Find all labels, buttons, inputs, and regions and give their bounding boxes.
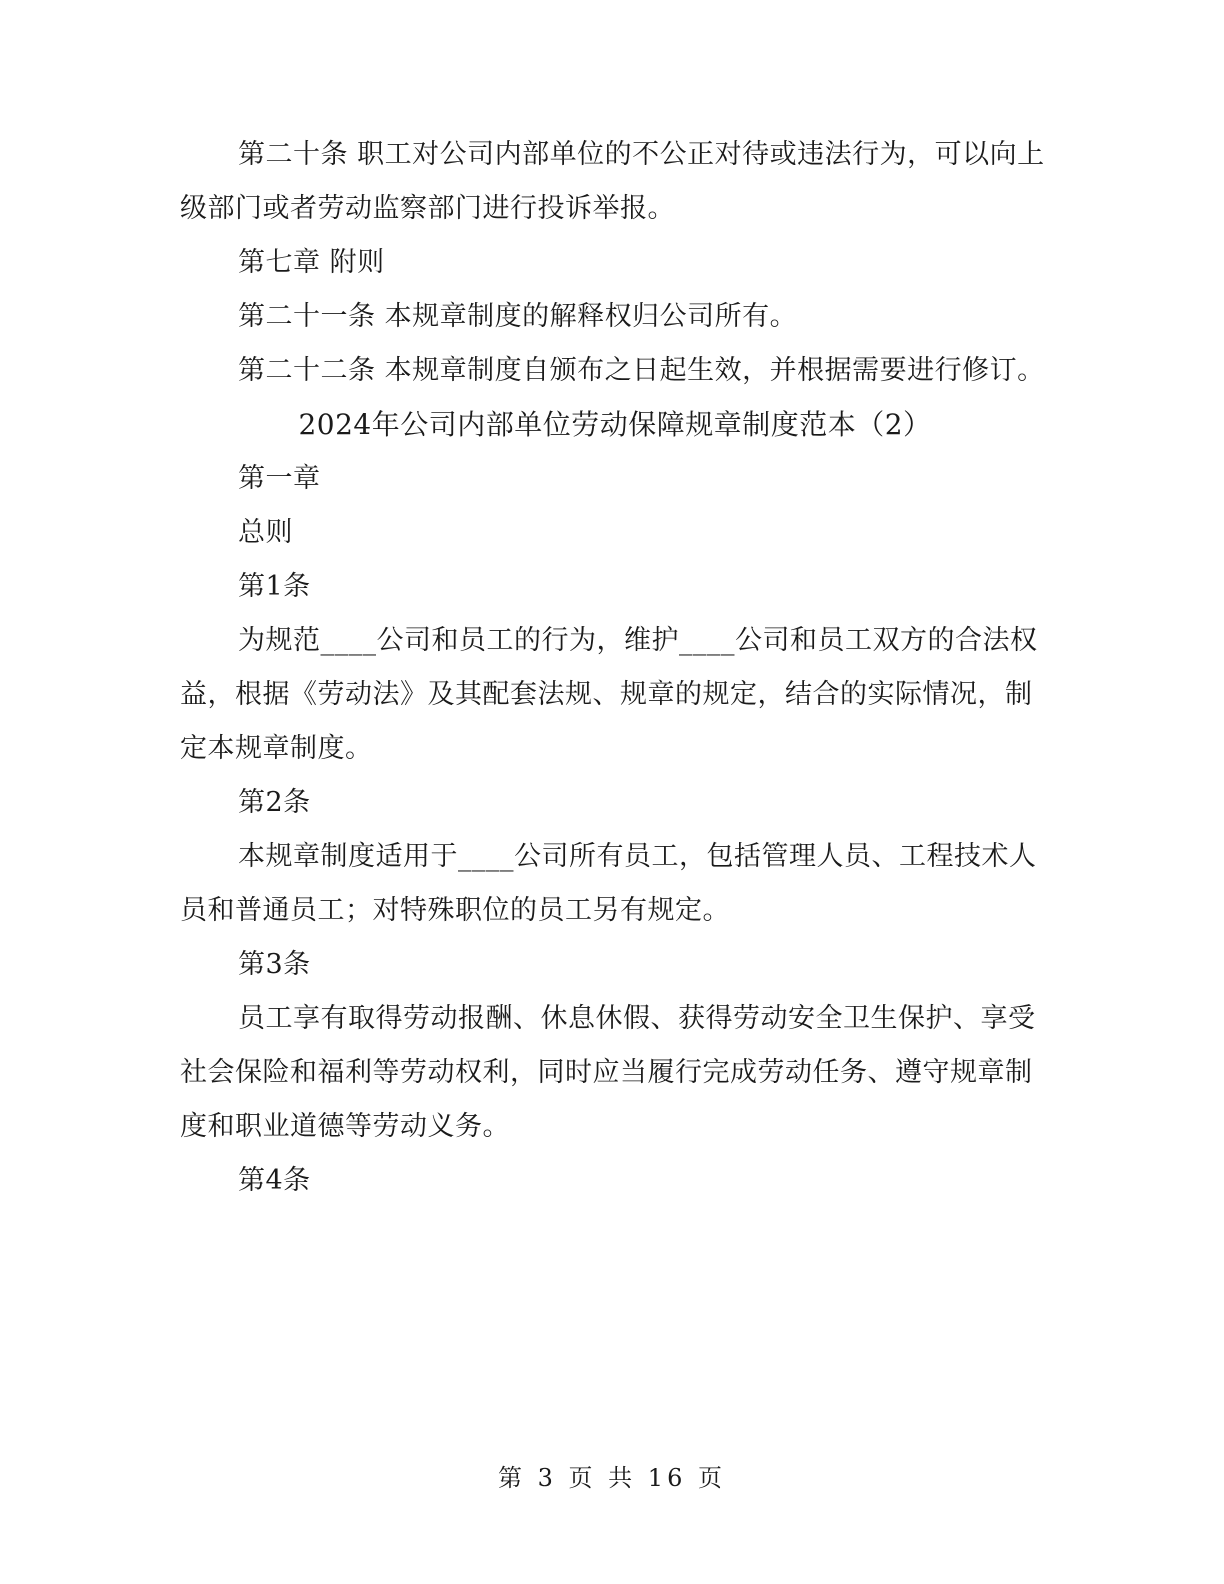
general-provisions-heading: 总则 bbox=[238, 517, 293, 548]
article-4-heading: 第4条 bbox=[238, 1165, 311, 1196]
page-footer: 第 3 页 共 16 页 bbox=[498, 1464, 726, 1492]
article-1-text: 为规范____公司和员工的行为，维护____公司和员工双方的合法权益，根据《劳动法》及其配套法规、规章的规定，结合的实际情况，制定本规章制度。 bbox=[180, 625, 1038, 764]
article-3-text: 员工享有取得劳动报酬、休息休假、获得劳动安全卫生保护、享受社会保险和福利等劳动权利，同时应当履行完成劳动任务、遵守规章制度和职业道德等劳动义务。 bbox=[180, 1003, 1036, 1142]
document-body bbox=[180, 128, 1050, 1208]
article-2-text: 本规章制度适用于____公司所有员工，包括管理人员、工程技术人员和普通员工；对特殊职位的员工另有规定。 bbox=[180, 841, 1037, 926]
chapter-1-heading: 第一章 bbox=[238, 463, 321, 494]
article-21: 第二十一条 本规章制度的解释权归公司所有。 bbox=[238, 301, 798, 332]
chapter-7-heading: 第七章 附则 bbox=[238, 247, 385, 278]
article-22: 第二十二条 本规章制度自颁布之日起生效，并根据需要进行修订。 bbox=[238, 355, 1045, 386]
article-2-heading: 第2条 bbox=[238, 787, 311, 818]
article-1-heading: 第1条 bbox=[238, 571, 311, 602]
section-title: 2024年公司内部单位劳动保障规章制度范本（2） bbox=[298, 408, 932, 441]
article-20: 第二十条 职工对公司内部单位的不公正对待或违法行为，可以向上级部门或者劳动监察部门进行投诉举报。 bbox=[180, 139, 1045, 224]
article-3-heading: 第3条 bbox=[238, 949, 311, 980]
